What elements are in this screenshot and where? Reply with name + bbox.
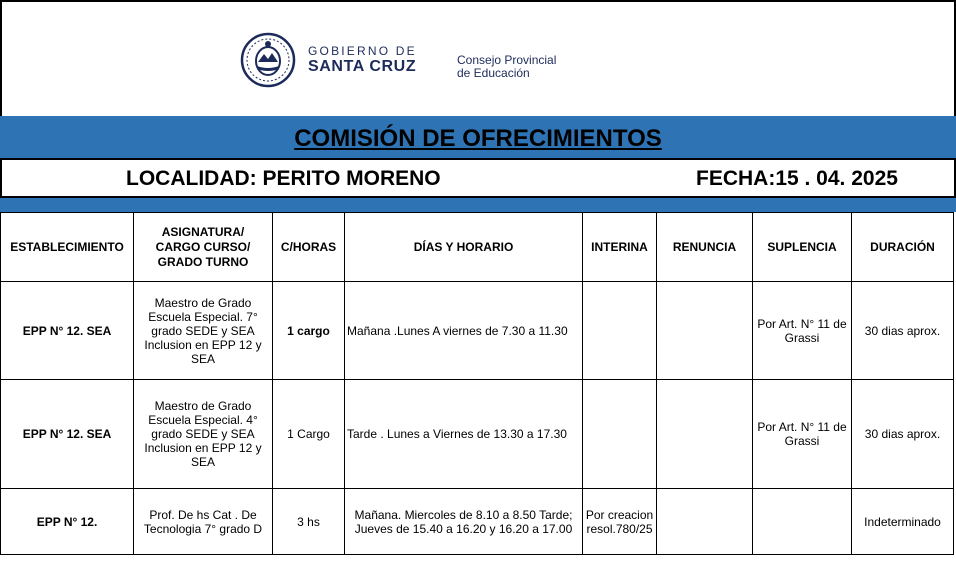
cell-horario: Tarde . Lunes a Viernes de 13.30 a 17.30 — [345, 380, 583, 489]
cell-suplencia: Por Art. N° 11 de Grassi — [753, 380, 852, 489]
col-asignatura: ASIGNATURA/ CARGO CURSO/ GRADO TURNO — [134, 213, 273, 282]
cell-interina: Por creacion resol.780/25 — [583, 489, 657, 555]
cell-duracion: Indeterminado — [852, 489, 954, 555]
location-date-bar — [0, 158, 956, 198]
cell-establecimiento: EPP N° 12. SEA — [1, 380, 134, 489]
cell-renuncia — [657, 489, 753, 555]
cell-duracion: 30 dias aprox. — [852, 282, 954, 380]
cell-horario: Mañana .Lunes A viernes de 7.30 a 11.30 — [345, 282, 583, 380]
col-horario: DÍAS Y HORARIO — [345, 213, 583, 282]
consejo-line1: Consejo Provincial — [457, 53, 557, 67]
cell-asignatura: Prof. De hs Cat . De Tecnologia 7° grado D — [134, 489, 273, 555]
cell-establecimiento: EPP N° 12. SEA — [1, 282, 134, 380]
consejo-line2: de Educación — [457, 66, 530, 80]
cell-interina — [583, 380, 657, 489]
cell-horas: 3 hs — [273, 489, 345, 555]
cell-horas: 1 cargo — [273, 282, 345, 380]
fecha-label: FECHA:15 . 04. 2025 — [696, 167, 898, 190]
col-interina: INTERINA — [583, 213, 657, 282]
table-row — [1, 282, 954, 380]
logo-line-gobierno: GOBIERNO DE — [308, 44, 417, 58]
table-row — [1, 489, 954, 555]
government-logo — [240, 32, 417, 88]
col-establecimiento: ESTABLECIMIENTO — [1, 213, 134, 282]
cell-horario: Mañana. Miercoles de 8.10 a 8.50 Tarde; Jueves de 15.40 a 16.20 y 16.20 a 17.00 — [345, 489, 583, 555]
cell-establecimiento: EPP N° 12. — [1, 489, 134, 555]
header-box — [0, 0, 956, 118]
cell-interina — [583, 282, 657, 380]
santa-cruz-seal-icon — [240, 32, 296, 88]
cell-asignatura: Maestro de Grado Escuela Especial. 4° grado SEDE y SEA Inclusion en EPP 12 y SEA — [134, 380, 273, 489]
cell-suplencia — [753, 489, 852, 555]
cell-asignatura: Maestro de Grado Escuela Especial. 7° grado SEDE y SEA Inclusion en EPP 12 y SEA — [134, 282, 273, 380]
page-title: COMISIÓN DE OFRECIMIENTOS — [294, 125, 662, 152]
cell-horas: 1 Cargo — [273, 380, 345, 489]
separator-band — [0, 198, 956, 212]
localidad-label: LOCALIDAD: PERITO MORENO — [126, 167, 441, 190]
table-header-row — [1, 213, 954, 282]
logo-line-santa-cruz: SANTA CRUZ — [308, 58, 417, 75]
cell-suplencia: Por Art. N° 11 de Grassi — [753, 282, 852, 380]
col-suplencia: SUPLENCIA — [753, 213, 852, 282]
table-row — [1, 380, 954, 489]
consejo-label — [457, 54, 556, 80]
offers-table — [0, 212, 954, 555]
col-duracion: DURACIÓN — [852, 213, 954, 282]
col-horas: C/HORAS — [273, 213, 345, 282]
cell-duracion: 30 dias aprox. — [852, 380, 954, 489]
col-renuncia: RENUNCIA — [657, 213, 753, 282]
title-band — [0, 116, 956, 158]
cell-renuncia — [657, 380, 753, 489]
cell-renuncia — [657, 282, 753, 380]
